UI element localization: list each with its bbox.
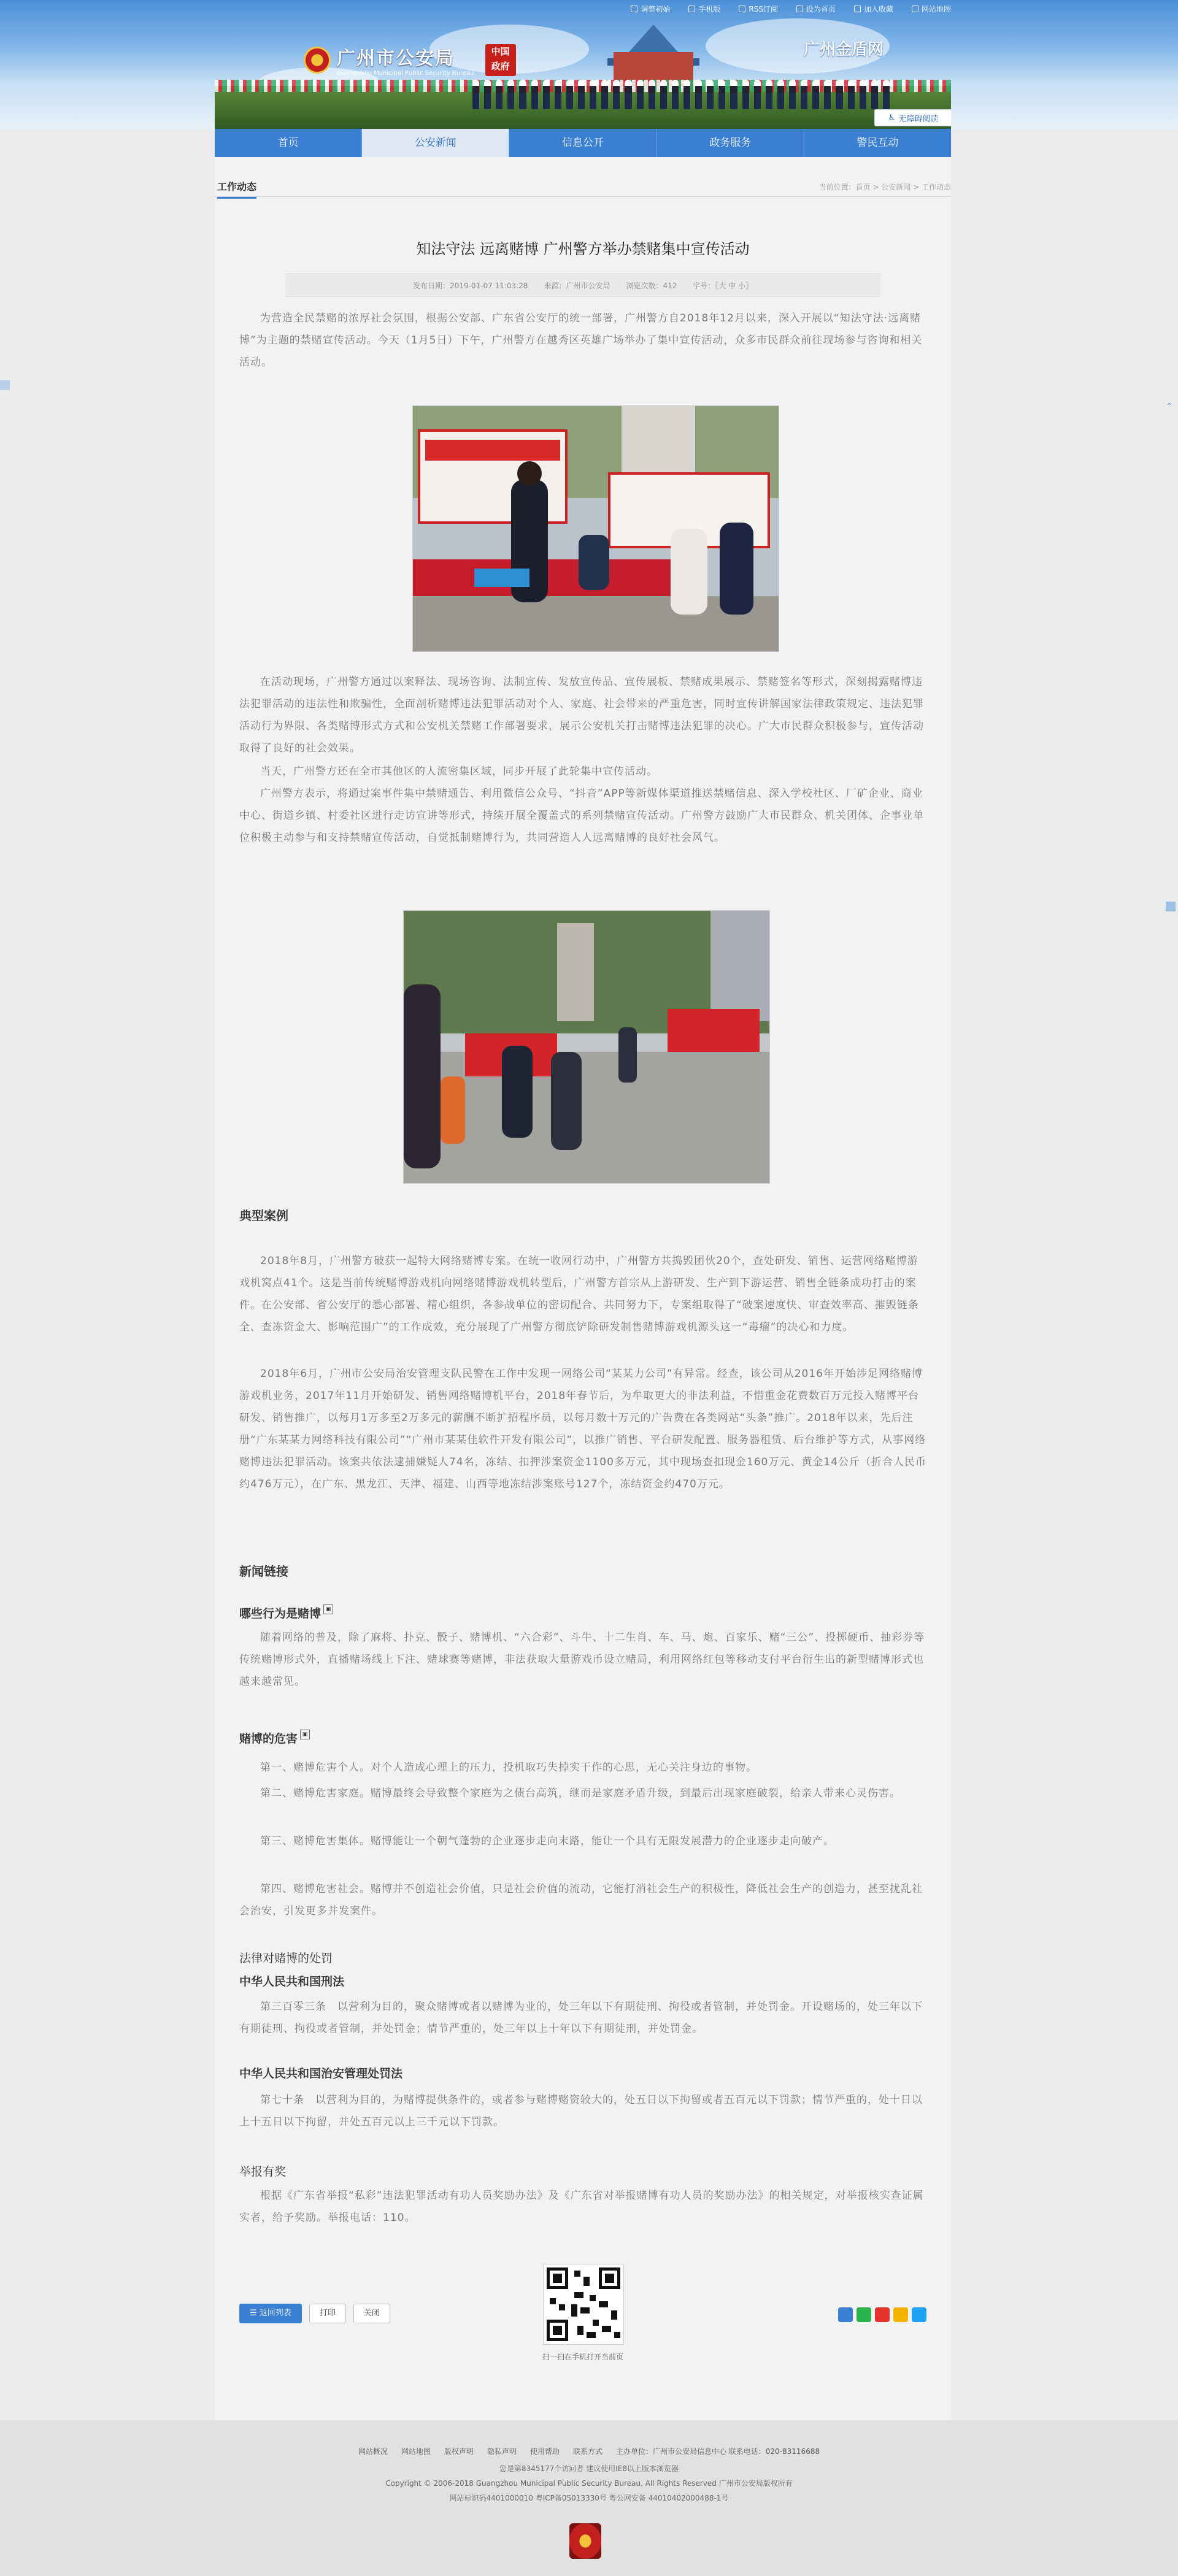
nav-gov-services[interactable]: 政务服务 [657,129,804,157]
meta-date: 发布日期：2019-01-07 11:03:28 [412,281,528,290]
external-link-icon: ▣ [300,1730,310,1739]
news-link-title[interactable]: 哪些行为是赌博 ▣ [239,1604,333,1621]
gov-emblem-icon[interactable] [569,2523,601,2559]
site-name: 广州市公安局 [337,48,455,69]
site-header [0,0,1178,129]
event-photo-2 [403,910,770,1184]
toplink-homepage[interactable]: 设为首页 [796,4,836,14]
footer-sponsor: 主办单位：广州市公安局信息中心 联系电话：020-83116688 [615,2447,820,2456]
adjust-icon [631,6,637,12]
star-icon [854,6,861,12]
map-pin-icon [912,6,918,12]
police-badge-icon [304,47,331,74]
footer-link[interactable]: 网站概况 [358,2447,388,2456]
close-button[interactable]: 关闭 [353,2304,390,2323]
qr-code [543,2264,624,2345]
rss-icon [739,6,745,12]
cases-heading: 典型案例 [239,1208,288,1223]
site-footer [0,2420,1178,2576]
weibo-icon[interactable] [875,2307,890,2322]
harm-paragraph: 第二、赌博危害家庭。赌博最终会导致整个家庭为之债台高筑，继而是家庭矛盾升级，到最后出现家庭破裂，给亲人带来心灵伤害。 [260,1787,901,1800]
side-float-icon[interactable] [0,380,10,390]
qr-caption: 扫一扫在手机打开当前页 [542,2353,623,2361]
accessibility-button[interactable]: ♿ 无障碍阅读 [874,109,952,126]
footer-link[interactable]: 联系方式 [572,2447,602,2456]
share-bar [838,2307,926,2322]
case-paragraph: 2018年8月，广州警方破获一起特大网络赌博专案。在统一收网行动中，广州警方共捣毁团伙20个，查处研发、销售、运营网络赌博游戏机窝点41个。这是当前传统赌博游戏机向网络赌博游戏机转型后，广州警方首宗从上游研发、生产到下游运营、销售全链条成功打击的案件。在公安部、省公安厅的悉心部署、精心组织，各参战单位的密切配合、共同努力下，专案组取得了“破案速度快、审查效率高、摧毁链条全、查冻资金大、影响范围广”的工作成效，充分展现了广州警方彻底铲除研发制售赌博游戏机源头这一“毒瘤”的决心和力度。 [239,1255,919,1333]
jindun-title: 广州金盾网 [804,40,884,59]
reward-paragraph: 根据《广东省举报“私彩”违法犯罪活动有功人员奖励办法》及《广东省对举报赌博有功人员的奖励办法》的相关规定，对举报核实查证属实者，给予奖励。举报电话：110。 [239,2190,924,2224]
copyright: Copyright © 2006-2018 Guangzhou Municipal Public Security Bureau, All Rights Reserved 广州市公安局版权所有 [385,2479,793,2488]
breadcrumb[interactable]: 当前位置：首页 > 公安新闻 > 工作动态 [818,183,951,191]
harm-paragraph: 第一、赌博危害个人。对个人造成心理上的压力，投机取巧失掉实干作的心思，无心关注身边的事物。 [260,1761,757,1774]
meta-source: 来源：广州市公安局 [544,281,610,290]
content-area [215,157,951,2420]
toplink-mobile[interactable]: 手机版 [688,4,720,14]
meta-views: 浏览次数：412 [626,281,677,290]
icp-record[interactable]: 网站标识码4401000010 粤ICP备05013330号 粤公网安备 44010402000488-1号 [449,2494,729,2502]
qq-icon[interactable] [912,2307,926,2322]
home-icon [796,6,803,12]
main-nav [215,129,951,157]
event-photo-1 [412,405,779,652]
visitor-count: 您是第8345177个访问者 建议使用IE8以上版本浏览器 [499,2464,679,2473]
list-icon: ☰ [250,2309,260,2318]
section-title: 工作动态 [217,179,256,199]
meta-font-size[interactable]: 字号：〖大 中 小〗 [693,281,753,290]
footer-link[interactable]: 隐私声明 [487,2447,517,2456]
footer-link[interactable]: 网站地图 [401,2447,431,2456]
toplink-sitemap[interactable]: 网站地图 [912,4,951,14]
print-button[interactable]: 打印 [309,2304,346,2323]
mobile-icon [688,6,695,12]
nav-police-interaction[interactable]: 警民互动 [857,137,899,149]
law-paragraph: 第七十条 以营利为目的，为赌博提供条件的，或者参与赌博赌资较大的，处五日以下拘留或者五百元以下罚款；情节严重的，处十日以上十五日以下拘留，并处五百元以上三千元以下罚款。 [239,2094,923,2128]
footer-link[interactable]: 版权声明 [444,2447,474,2456]
site-name-en: Guangzhou Municipal Public Security Bureau [337,70,474,77]
footer-link[interactable]: 使用帮助 [529,2447,560,2456]
wechat-icon[interactable] [857,2307,871,2322]
article-meta [285,274,880,297]
news-paragraph: 随着网络的普及，除了麻将、扑克、骰子、赌博机、“六合彩”、斗牛、十二生肖、车、马、炮、百家乐、赌“三公”、投掷硬币、抽彩券等传统赌博形式外，直播赌场线上下注、赌球赛等赌博，非法获取大量游戏币设立赌局，利用网络红包等移动支付平台衍生出的新型赌博形式也越来越常见。 [239,1631,925,1688]
external-link-icon: ▣ [323,1604,333,1614]
nav-police-news[interactable]: 公安新闻 [362,129,509,157]
article-actions [239,2304,390,2323]
law-paragraph: 第三百零三条 以营利为目的，聚众赌博或者以赌博为业的，处三年以下有期徒刑、拘役或者管制，并处罚金。开设赌场的，处三年以下有期徒刑、拘役或者管制，并处罚金；情节严重的，处三年以上十年以下有期徒刑，并处罚金。 [239,2001,923,2035]
law-title: 中华人民共和国刑法 [239,1975,345,1988]
site-logo[interactable] [304,43,516,77]
share-more-icon[interactable] [838,2307,853,2322]
police-formation-illustration [472,72,890,109]
nav-info-disclosure[interactable]: 信息公开 [509,129,656,157]
law-title: 中华人民共和国治安管理处罚法 [239,2067,403,2080]
harm-paragraph: 第四、赌博危害社会。赌博并不创造社会价值，只是社会价值的流动，它能打消社会生产的积极性，降低社会生产的创造力，甚至扰乱社会治安，引发更多并发案件。 [239,1883,923,1917]
top-utility-bar [0,0,1178,17]
chevron-up-icon[interactable]: ⌃ [1166,402,1173,412]
article-paragraph: 当天，广州警方还在全市其他区的人流密集区域，同步开展了此轮集中宣传活动。 [260,765,658,778]
scroll-marker[interactable] [1166,902,1176,911]
back-to-list-button[interactable]: ☰ 返回列表 [239,2304,302,2323]
harm-paragraph: 第三、赌博危害集体。赌博能让一个朝气蓬勃的企业逐步走向末路，能让一个具有无限发展潜力的企业逐步走向破产。 [260,1835,834,1847]
article-paragraph: 广州警方表示，将通过案事件集中禁赌通告、利用微信公众号、“抖音”APP等新媒体渠道推送禁赌信息、深入学校社区、厂矿企业、商业中心、街道乡镇、村委社区进行走访宣讲等形式，持续开展全覆盖式的系列禁赌宣传活动。广州警方鼓励广大市民群众、机关团体、企事业单位积极主动参与和支持禁赌宣传活动，自觉抵制赌博行为，共同营造人人远离赌博的良好社会风气。 [239,788,924,844]
law-heading: 法律对赌博的处罚 [239,1952,333,1965]
news-link-title[interactable]: 赌博的危害 ▣ [239,1730,310,1746]
nav-home[interactable]: 首页 [215,129,362,157]
qzone-icon[interactable] [893,2307,908,2322]
case-paragraph: 2018年6月，广州市公安局治安管理支队民警在工作中发现一网络公司“某某力公司”有异常。经查，该公司从2016年开始涉足网络赌博游戏机业务，2017年11月开始研发、销售网络赌博机平台，2018年春节后，为牟取更大的非法利益，不惜重金花费数百万元投入赌博平台研发、销售推广，以每月1万多至2万多元的薪酬不断扩招程序员，以每月数十万元的广告费在各类网站“头条”推广。2018年以来，先后注册“广东某某力网络科技有限公司”“广州市某某佳软件开发有限公司”，以推广销售、平台研发配置、服务器租赁、后台维护等方式，从事网络赌博违法犯罪活动。该案共依法逮捕嫌疑人74名，冻结、扣押涉案资金1100多万元，其中现场查扣现金160万元、黄金14公斤（折合人民币约476万元），在广东、黑龙江、天津、福建、山西等地冻结涉案账号127个，冻结资金约470万元。 [239,1368,926,1490]
breadcrumb-bar [215,175,951,197]
article-paragraph: 在活动现场，广州警方通过以案释法、现场咨询、法制宣传、发放宣传品、宣传展板、禁赌成果展示、禁赌签名等形式，深刻揭露赌博违法犯罪活动的违法性和欺骗性，全面剖析赌博违法犯罪活动对个人、家庭、社会带来的严重危害，同时宣传讲解国家法律政策规定、违法犯罪活动行为界限、各类赌博形式方式和公安机关禁赌工作部署要求，展示公安机关打击赌博违法犯罪的决心。广大市民群众积极参与，宣传活动取得了良好的社会效果。 [239,676,924,754]
article-paragraph: 为营造全民禁赌的浓厚社会氛围，根据公安部、广东省公安厅的统一部署，广州警方自2018年12月以来，深入开展以“知法守法·远离赌博”为主题的禁赌宣传活动。今天（1月5日）下午，广州警方在越秀区英雄广场举办了集中宣传活动，众多市民群众前往现场参与咨询和相关活动。 [239,312,923,369]
accessibility-icon: ♿ [888,113,896,123]
toplink-rss[interactable]: RSS订阅 [739,4,778,14]
toplink-favorite[interactable]: 加入收藏 [854,4,893,14]
article-title: 知法守法 远离赌博 广州警方举办禁赌集中宣传活动 [416,240,750,258]
toplink-adjust[interactable]: 调整初始 [631,4,670,14]
gov-seal: 中国 政府 [485,44,516,76]
reward-heading: 举报有奖 [239,2165,287,2179]
news-heading: 新闻链接 [239,1564,288,1579]
